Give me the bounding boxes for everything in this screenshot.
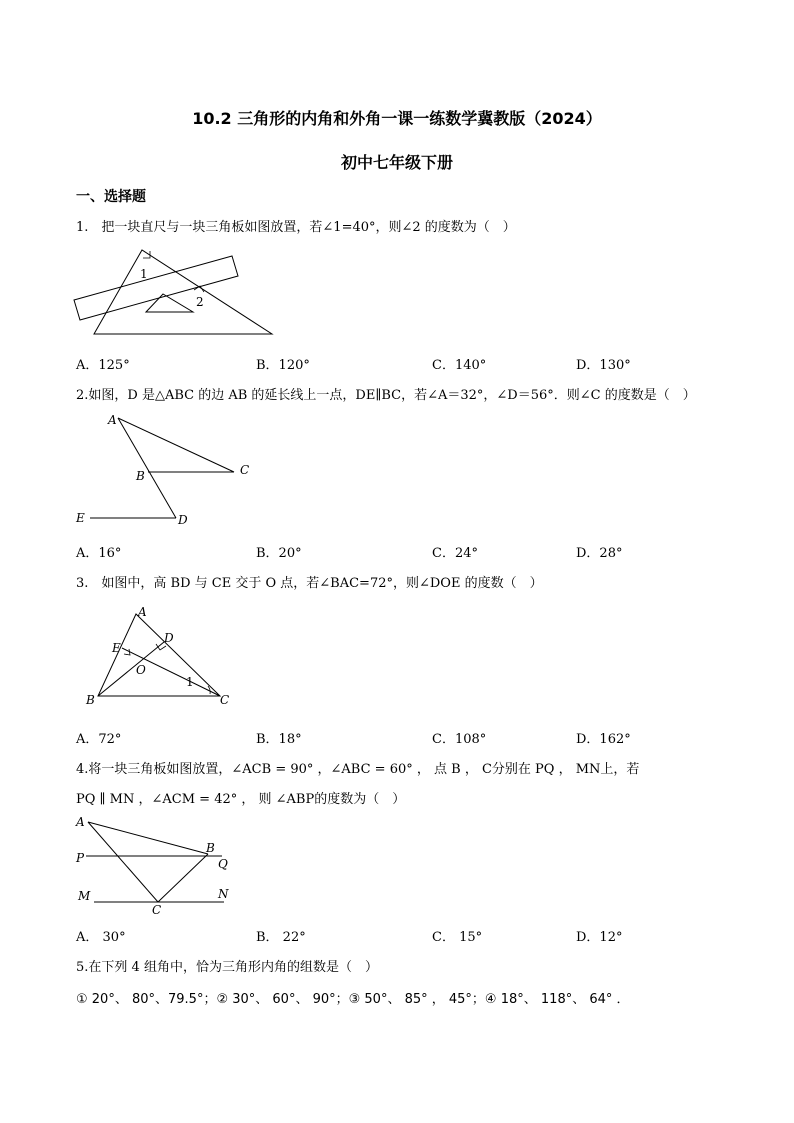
q3-option-d[interactable]: D．162°	[576, 732, 631, 747]
q3-option-b[interactable]: B．18°	[256, 732, 302, 747]
inner-triangle	[146, 294, 193, 312]
question-2-text: 2.如图，D 是△ABC 的边 AB 的延长线上一点，DE∥BC，若∠A＝32°，∠D＝56°．则∠C 的度数是（ ）	[76, 388, 696, 403]
angle-2-label: 2	[196, 295, 204, 309]
q2-option-a[interactable]: A．16°	[76, 546, 122, 561]
page-subtitle: 初中七年级下册	[340, 153, 453, 172]
point-c-label: C	[240, 463, 250, 477]
point-p-label: P	[76, 851, 85, 865]
question-1-figure	[72, 248, 282, 340]
q4-option-c[interactable]: C． 15°	[432, 930, 483, 945]
point-d-label: D	[178, 513, 188, 527]
point-d-label: D	[164, 631, 174, 645]
point-b-label: B	[136, 469, 145, 483]
q4-option-b[interactable]: B． 22°	[256, 930, 306, 945]
question-5-text: 5.在下列 4 组角中，恰为三角形内角的组数是（ ）	[76, 960, 378, 975]
question-4-text-line2: PQ ∥ MN ，∠ACM = 42° ， 则 ∠ABP的度数为（ ）	[76, 792, 406, 807]
point-n-label: N	[218, 887, 229, 901]
q1-option-d[interactable]: D．130°	[576, 358, 631, 373]
point-a-label: A	[108, 413, 117, 427]
point-a-label: A	[76, 815, 85, 829]
q2-option-d[interactable]: D．28°	[576, 546, 623, 561]
q1-option-a[interactable]: A．125°	[76, 358, 130, 373]
q2-option-c[interactable]: C．24°	[432, 546, 478, 561]
q1-option-b[interactable]: B．120°	[256, 358, 310, 373]
point-b-label: B	[206, 841, 215, 855]
page-title: 10.2 三角形的内角和外角一课一练数学冀教版（2024）	[192, 109, 602, 128]
angle-1-label: 1	[140, 267, 148, 281]
q4-option-a[interactable]: A． 30°	[76, 930, 126, 945]
point-c-label: C	[220, 693, 230, 707]
question-1-text: 1. 把一块直尺与一块三角板如图放置，若∠1=40°，则∠2 的度数为（ ）	[76, 220, 516, 235]
q3-option-a[interactable]: A．72°	[76, 732, 122, 747]
angle-1-label: 1	[186, 675, 194, 689]
triangle-board	[94, 250, 272, 334]
point-b-label: B	[86, 693, 95, 707]
point-m-label: M	[78, 889, 91, 903]
question-2-figure	[72, 408, 262, 532]
section-heading: 一、选择题	[76, 189, 146, 205]
question-3-figure	[80, 600, 240, 710]
q2-option-b[interactable]: B．20°	[256, 546, 302, 561]
point-c-label: C	[152, 903, 162, 917]
point-e-label: E	[112, 641, 121, 655]
ruler-shape	[74, 256, 238, 320]
point-o-label: O	[136, 663, 146, 677]
q4-option-d[interactable]: D．12°	[576, 930, 623, 945]
point-e-label: E	[76, 511, 85, 525]
point-q-label: Q	[218, 857, 228, 871]
point-a-label: A	[138, 605, 147, 619]
q1-option-c[interactable]: C．140°	[432, 358, 487, 373]
question-4-figure	[72, 812, 242, 918]
q3-option-c[interactable]: C．108°	[432, 732, 487, 747]
question-4-text-line1: 4.将一块三角板如图放置，∠ACB = 90° ，∠ABC = 60° ， 点 B ， C分别在 PQ ， MN上，若	[76, 762, 640, 777]
question-3-text: 3. 如图中，高 BD 与 CE 交于 O 点，若∠BAC=72°，则∠DOE 的度数（ ）	[76, 576, 543, 591]
question-5-groups: ① 20°、 80°、79.5°；② 30°、 60°、 90°；③ 50°、 85° ， 45°；④ 18°、 118°、 64° ．	[76, 992, 630, 1007]
